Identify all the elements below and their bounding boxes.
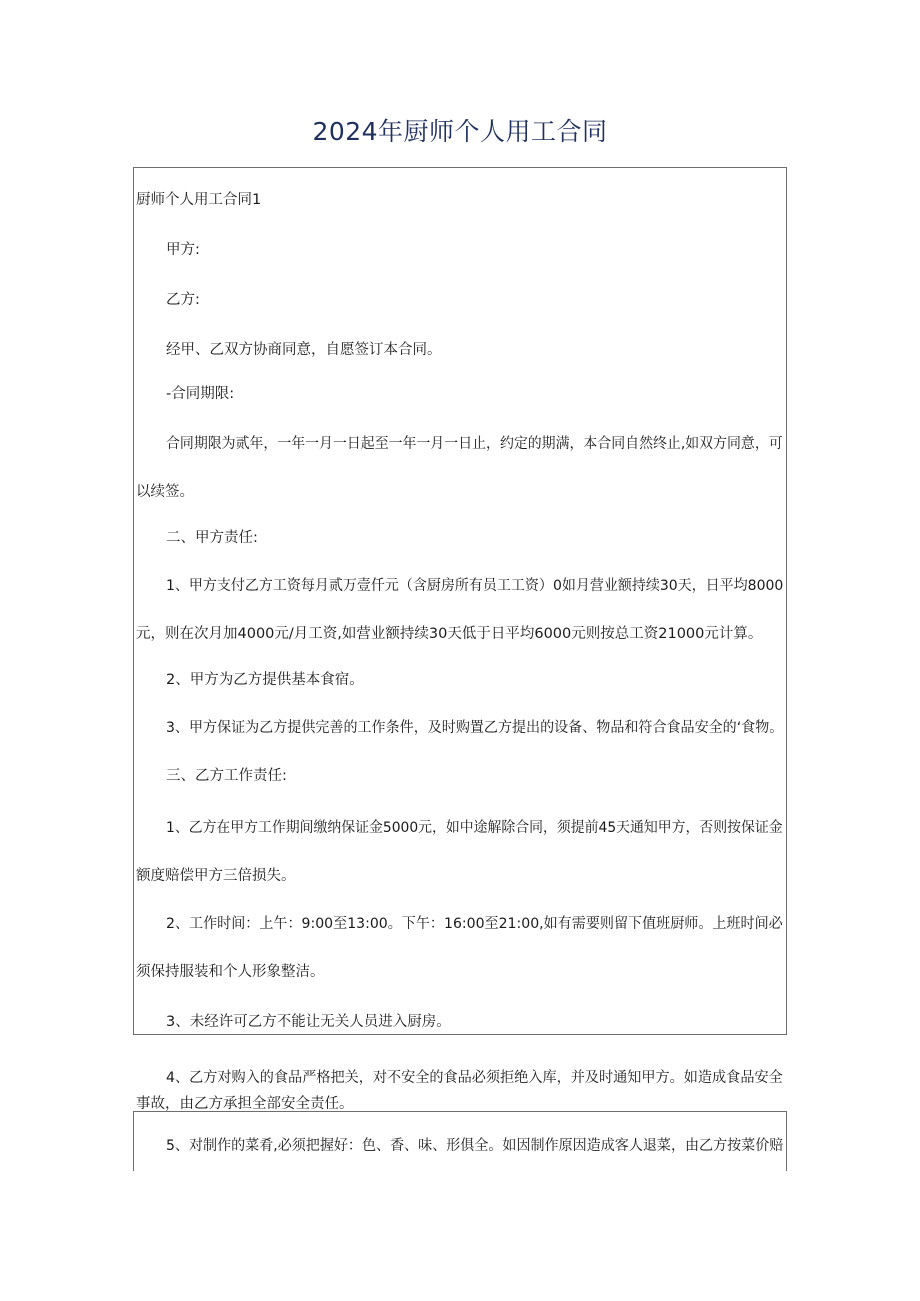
party-a-line: 甲方:	[166, 242, 200, 258]
paragraph: 2、甲方为乙方提供基本食宿。	[166, 672, 364, 688]
paragraph: 1、乙方在甲方工作期间缴纳保证金5000元，如中途解除合同，须提前45天通知甲方，否则按保证金	[166, 820, 783, 836]
contract-table-box	[133, 167, 787, 1035]
paragraph: 合同期限为贰年，一年一月一日起至一年一月一日止，约定的期满，本合同自然终止,如双方同意，可	[166, 436, 783, 452]
paragraph: 须保持服装和个人形象整洁。	[136, 964, 325, 980]
document-title: 2024年厨师个人用工合同	[312, 117, 608, 146]
paragraph: 3、未经许可乙方不能让无关人员进入厨房。	[166, 1014, 451, 1030]
party-b-line: 乙方:	[166, 292, 200, 308]
paragraph: 经甲、乙双方协商同意，自愿签订本合同。	[166, 342, 442, 358]
paragraph: 4、乙方对购入的食品严格把关，对不安全的食品必须拒绝入库，并及时通知甲方。如造成食品安全	[166, 1070, 783, 1086]
paragraph: 1、甲方支付乙方工资每月贰万壹仟元（含厨房所有员工工资）0如月营业额持续30天，日平均8000	[166, 578, 784, 594]
paragraph: 2、工作时间：上午：9:00至13:00。下午：16:00至21:00,如有需要则留下值班厨师。上班时间必	[166, 916, 783, 932]
paragraph: 额度赔偿甲方三倍损失。	[136, 868, 296, 884]
paragraph: 5、对制作的菜肴,必须把握好：色、香、味、形俱全。如因制作原因造成客人退菜，由乙方按菜价赔	[166, 1138, 784, 1154]
paragraph: 以续签。	[136, 484, 194, 500]
paragraph: 事故，由乙方承担全部安全责任。	[136, 1096, 354, 1112]
paragraph: 二、甲方责任:	[166, 530, 258, 546]
paragraph: 三、乙方工作责任:	[166, 768, 287, 784]
paragraph: 元，则在次月加4000元/月工资,如营业额持续30天低于日平均6000元则按总工资21000元计算。	[136, 626, 763, 642]
paragraph: -合同期限:	[166, 386, 235, 402]
paragraph: 3、甲方保证为乙方提供完善的工作条件，及时购置乙方提出的设备、物品和符合食品安全的‘食物。	[166, 720, 784, 736]
section-heading: 厨师个人用工合同1	[136, 192, 262, 208]
